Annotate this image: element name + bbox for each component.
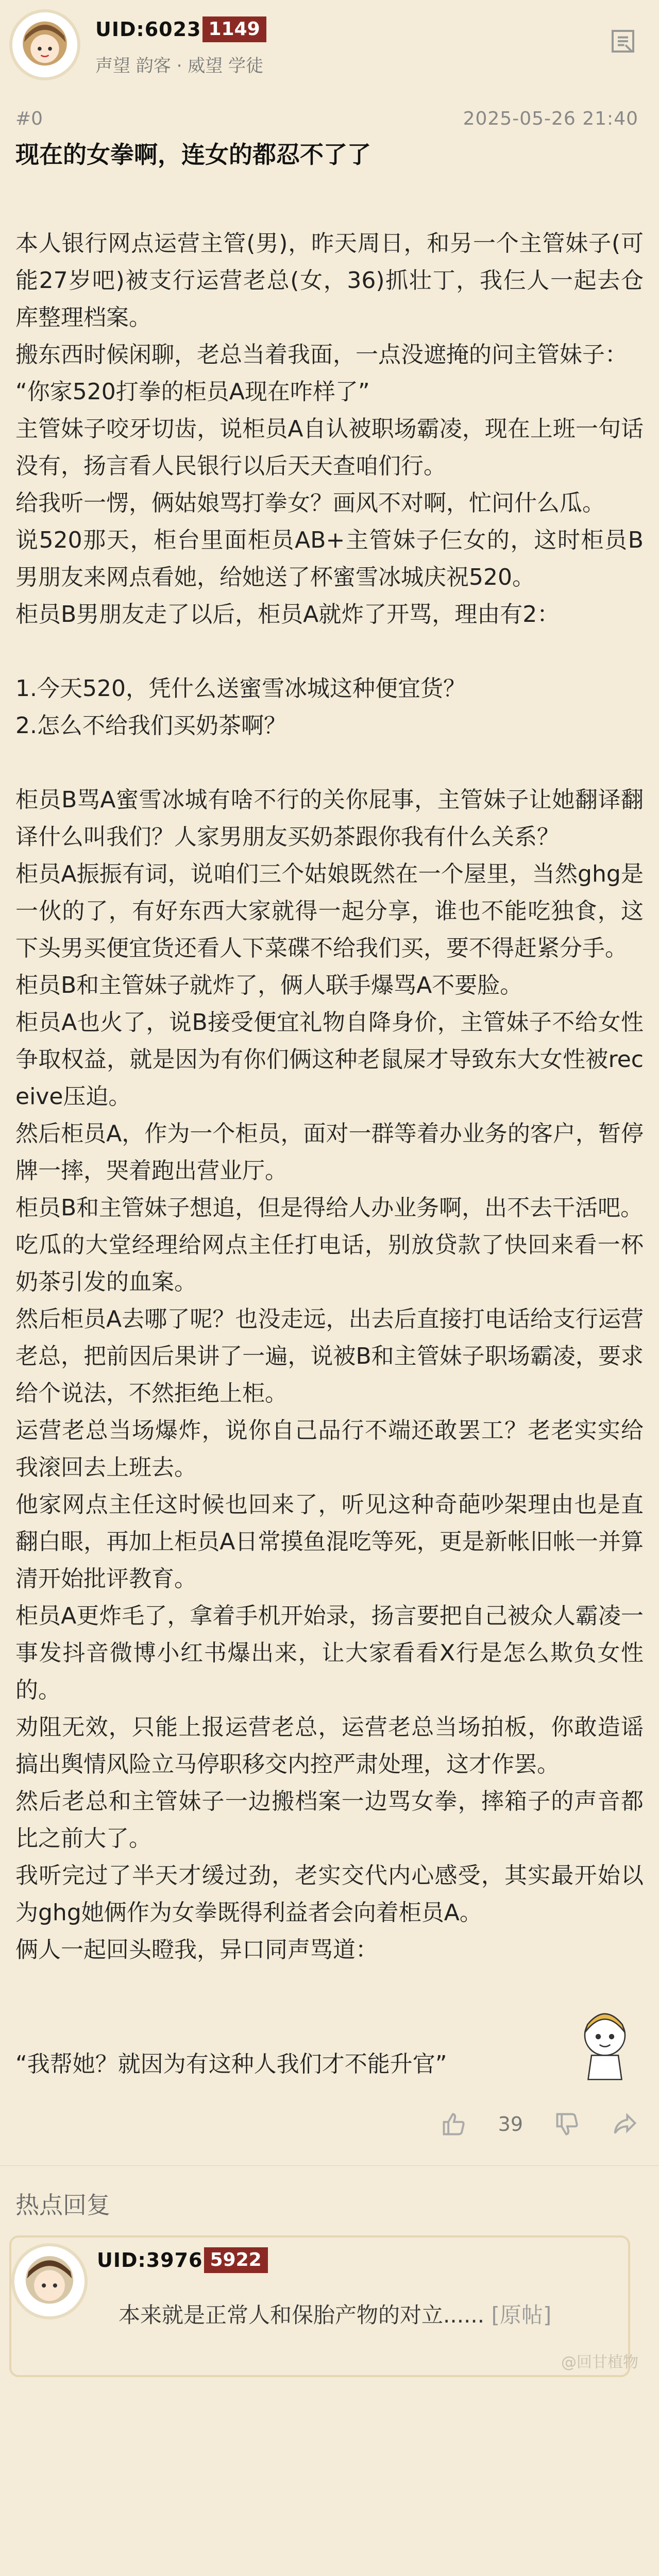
post-title: 现在的女拳啊，连女的都忍不了了 [15, 141, 371, 168]
user-id[interactable]: UID:6023 [95, 18, 201, 41]
paragraph: 柜员B男朋友走了以后，柜员A就炸了开骂，理由有2： [15, 601, 560, 628]
paragraph: 说520那天，柜台里面柜员AB+主管妹子仨女的，这时柜员B男朋友来网点看她，给她送了杯蜜雪冰城庆祝520。 [15, 527, 644, 590]
floor-number: #0 [15, 108, 43, 129]
like-count-action [498, 2113, 523, 2136]
reply-text-block [119, 2300, 608, 2331]
thumbs-down-icon [554, 2111, 581, 2138]
reply-avatar-image [14, 2246, 85, 2316]
closing-row [15, 2006, 644, 2083]
like-action[interactable] [441, 2111, 467, 2138]
reply-user-id-line[interactable] [97, 2247, 268, 2273]
paragraph: “你家520打拳的柜员A现在咋样了” [15, 379, 370, 405]
paragraph: 1.今天520，凭什么送蜜雪冰城这种便宜货？ [15, 675, 466, 702]
paragraph: 俩人一起回头瞪我，异口同声骂道： [15, 1937, 378, 1963]
share-icon [612, 2111, 638, 2138]
post-action-bar [0, 2083, 659, 2165]
paragraph: 柜员B和主管妹子想追，但是得给人办业务啊，出不去干活吧。 [15, 1195, 644, 1221]
avatar[interactable] [9, 9, 80, 80]
reply-text: 本来就是正常人和保胎产物的对立...... [119, 2302, 485, 2328]
paragraph: 然后柜员A去哪了呢？也没走远，出去后直接打电话给支行运营老总，把前因后果讲了一遍，说被B和主管妹子职场霸凌，要求给个说法，不然拒绝上柜。 [15, 1306, 644, 1406]
sticker-icon [571, 2006, 638, 2083]
paragraph: 吃瓜的大堂经理给网点主任打电话，别放贷款了快回来看一杯奶茶引发的血案。 [15, 1232, 644, 1295]
paragraph: 给我听一愣，俩姑娘骂打拳女？画风不对啊，忙问什么瓜。 [15, 490, 605, 516]
hot-reply-item [0, 2223, 659, 2377]
paragraph: 搬东西时候闲聊，老总当着我面，一点没遮掩的问主管妹子： [15, 342, 628, 368]
paragraph: 然后老总和主管妹子一边搬档案一边骂女拳，摔箱子的声音都比之前大了。 [15, 1788, 644, 1852]
paragraph: 劝阻无效，只能上报运营老总，运营老总当场拍板，你敢造谣搞出舆情风险立马停职移交内控严肃处理，这才作罢。 [15, 1714, 644, 1777]
share-action[interactable] [612, 2111, 638, 2138]
hot-replies-title: 热点回复 [15, 2191, 110, 2219]
paragraph: 柜员A更炸毛了，拿着手机开始录，扬言要把自己被众人霸凌一事发抖音微博小红书爆出来，让大家看看X行是怎么欺负女性的。 [15, 1603, 644, 1703]
dislike-action[interactable] [554, 2111, 581, 2138]
closing-line: “我帮她？就因为有这种人我们才不能升官” [15, 2051, 447, 2077]
paragraph: 柜员A也火了，说B接受便宜礼物自降身价，主管妹子不给女性争取权益，就是因为有你们俩这种老鼠屎才导致东大女性被receive压迫。 [15, 1009, 644, 1110]
post-timestamp: 2025-05-26 21:40 [463, 108, 638, 129]
user-level-badge: 1149 [202, 16, 266, 42]
avatar-image [12, 12, 77, 77]
paragraph: 主管妹子咬牙切齿，说柜员A自认被职场霸凌，现在上班一句话没有，扬言看人民银行以后天天查咱们行。 [15, 416, 644, 479]
post-header [0, 0, 659, 137]
paragraph: 我听完过了半天才缓过劲，老实交代内心感受，其实最开始以为ghg她俩作为女拳既得利益者会向着柜员A。 [15, 1862, 644, 1926]
post-body [0, 178, 659, 2083]
paragraph: 柜员B和主管妹子就炸了，俩人联手爆骂A不要脸。 [15, 972, 523, 998]
watermark: @回甘植物 [561, 2353, 638, 2371]
blank-line [15, 1969, 644, 2006]
more-options-icon[interactable] [607, 26, 638, 57]
reply-avatar[interactable] [11, 2243, 88, 2319]
paragraph: 2.怎么不给我们买奶茶啊？ [15, 713, 286, 739]
paragraph: 然后柜员A，作为一个柜员，面对一群等着办业务的客户，暂停牌一摔，哭着跑出营业厅。 [15, 1121, 644, 1184]
paragraph: 本人银行网点运营主管(男)，昨天周日，和另一个主管妹子(可能27岁吧)被支行运营老总(女，36)抓壮丁，我仨人一起去仓库整理档案。 [15, 230, 644, 331]
paragraph: 柜员B骂A蜜雪冰城有啥不行的关你屁事，主管妹子让她翻译翻译什么叫我们？人家男朋友买奶茶跟你我有什么关系？ [15, 787, 644, 850]
original-post-link[interactable]: [原帖] [491, 2302, 552, 2328]
paragraph: 运营老总当场爆炸，说你自己品行不端还敢罢工？老老实实给我滚回去上班去。 [15, 1417, 644, 1481]
paragraph: 柜员A振振有词，说咱们三个姑娘既然在一个屋里，当然ghg是一伙的了，有好东西大家就得一起分享，谁也不能吃独食，这下头男买便宜货还看人下菜碟不给我们买，要不得赶紧分手。 [15, 861, 644, 961]
thumbs-up-icon [441, 2111, 467, 2138]
user-id-line[interactable] [95, 16, 266, 42]
blank-line [15, 633, 644, 670]
blank-line [15, 744, 644, 782]
reply-user-id[interactable]: UID:3976 [97, 2249, 203, 2272]
like-count: 39 [498, 2113, 523, 2136]
reply-user-level-badge: 5922 [204, 2247, 268, 2273]
user-meta: 声望 韵客 · 威望 学徒 [95, 56, 264, 76]
paragraph: 他家网点主任这时候也回来了，听见这种奇葩吵架理由也是直翻白眼，再加上柜员A日常摸鱼混吃等死，更是新帐旧帐一并算清开始批评教育。 [15, 1492, 644, 1592]
